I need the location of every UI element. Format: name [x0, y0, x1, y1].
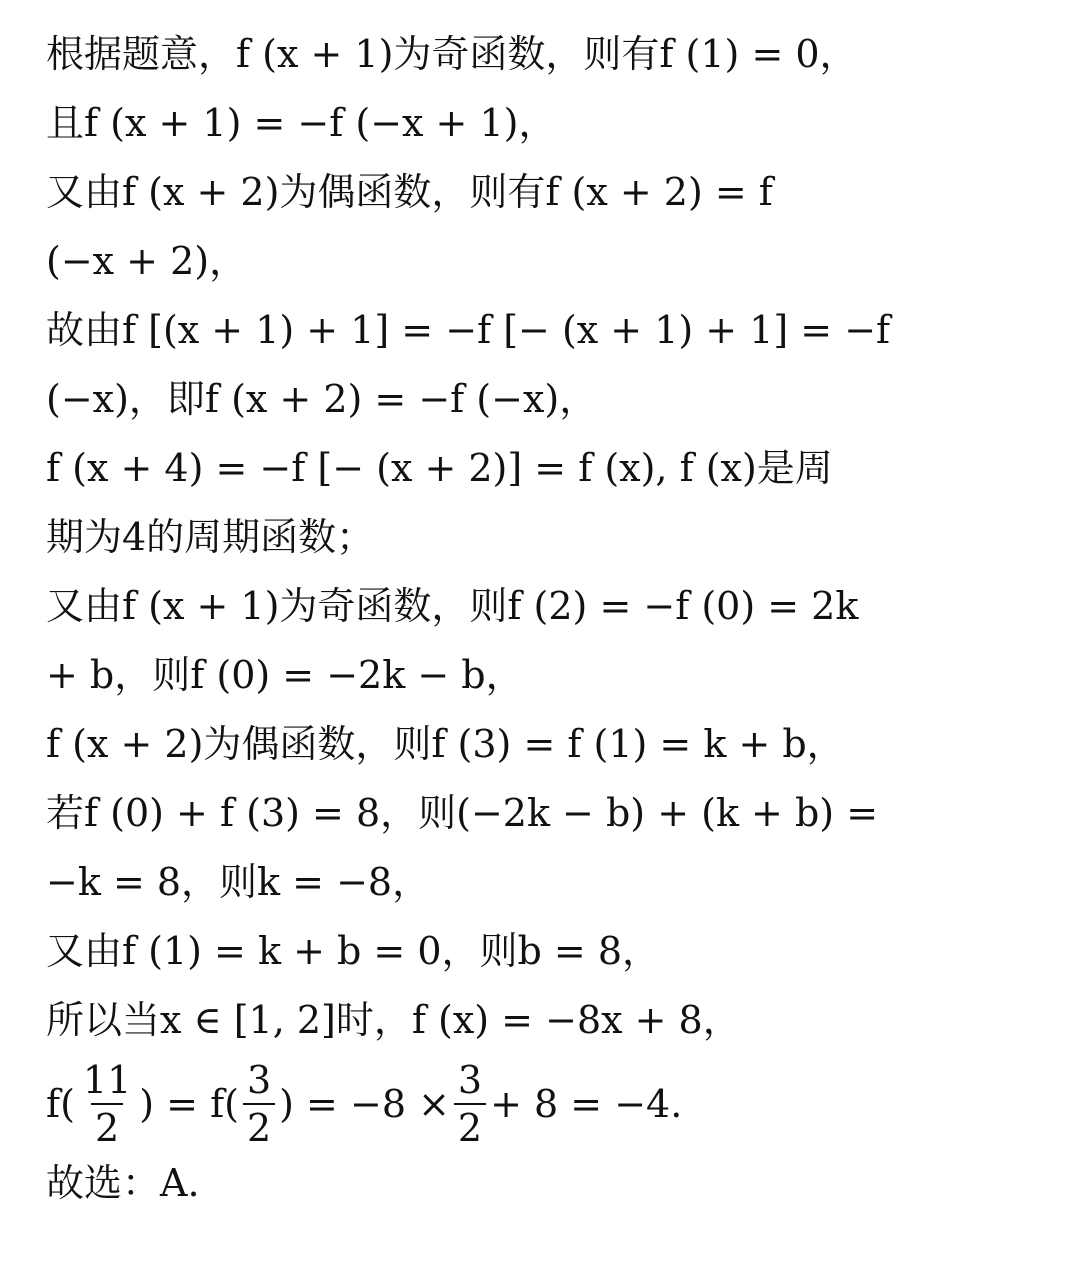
- fraction-numerator: 3: [457, 1058, 483, 1102]
- solution-document: [46, 20, 1046, 1213]
- solution-line-13: −k = 8，则k = −8，: [46, 860, 431, 904]
- fraction-numerator: 3: [246, 1058, 272, 1102]
- final-equation: [46, 1055, 1046, 1153]
- solution-line-1: 根据题意，f (x + 1)为奇函数，则有f (1) = 0，: [46, 32, 858, 76]
- fraction-three-halves: [243, 1058, 275, 1150]
- fraction-three-halves: [454, 1058, 486, 1150]
- solution-line-11: f (x + 2)为偶函数，则f (3) = f (1) = k + b，: [46, 722, 845, 766]
- fraction-denominator: 2: [91, 1103, 123, 1147]
- final-eq-part-4: + 8 = −4.: [490, 1082, 683, 1126]
- final-eq-part-1: f(: [46, 1082, 75, 1126]
- final-eq-part-2: ) = f(: [139, 1082, 239, 1126]
- solution-line-12: 若f (0) + f (3) = 8，则(−2k − b) + (k + b) =: [46, 791, 879, 835]
- solution-line-3: 又由f (x + 2)为偶函数，则有f (x + 2) = f: [46, 170, 773, 214]
- final-eq-part-3: ) = −8 ×: [279, 1082, 450, 1126]
- solution-line-8: 期为4的周期函数；: [46, 515, 375, 559]
- solution-line-9: 又由f (x + 1)为奇函数，则f (2) = −f (0) = 2k: [46, 584, 859, 628]
- solution-line-2: 且f (x + 1) = −f (−x + 1)，: [46, 101, 557, 145]
- solution-line-14: 又由f (1) = k + b = 0，则b = 8，: [46, 929, 660, 973]
- solution-line-15: 所以当x ∈ [1, 2]时，f (x) = −8x + 8，: [46, 998, 741, 1042]
- solution-line-5: 故由f [(x + 1) + 1] = −f [− (x + 1) + 1] = −f: [46, 308, 891, 352]
- fraction-numerator: 11: [82, 1058, 132, 1102]
- fraction-denominator: 2: [243, 1103, 275, 1147]
- solution-line-4: (−x + 2)，: [46, 239, 248, 283]
- solution-line-10: + b，则f (0) = −2k − b，: [46, 653, 524, 697]
- solution-line-6: (−x)，即f (x + 2) = −f (−x)，: [46, 377, 598, 421]
- fraction-denominator: 2: [454, 1103, 486, 1147]
- solution-line-7: f (x + 4) = −f [− (x + 2)] = f (x), f (x)是周: [46, 446, 833, 490]
- fraction-eleven-halves: [79, 1058, 135, 1150]
- answer-line: 故选：A.: [46, 1161, 200, 1205]
